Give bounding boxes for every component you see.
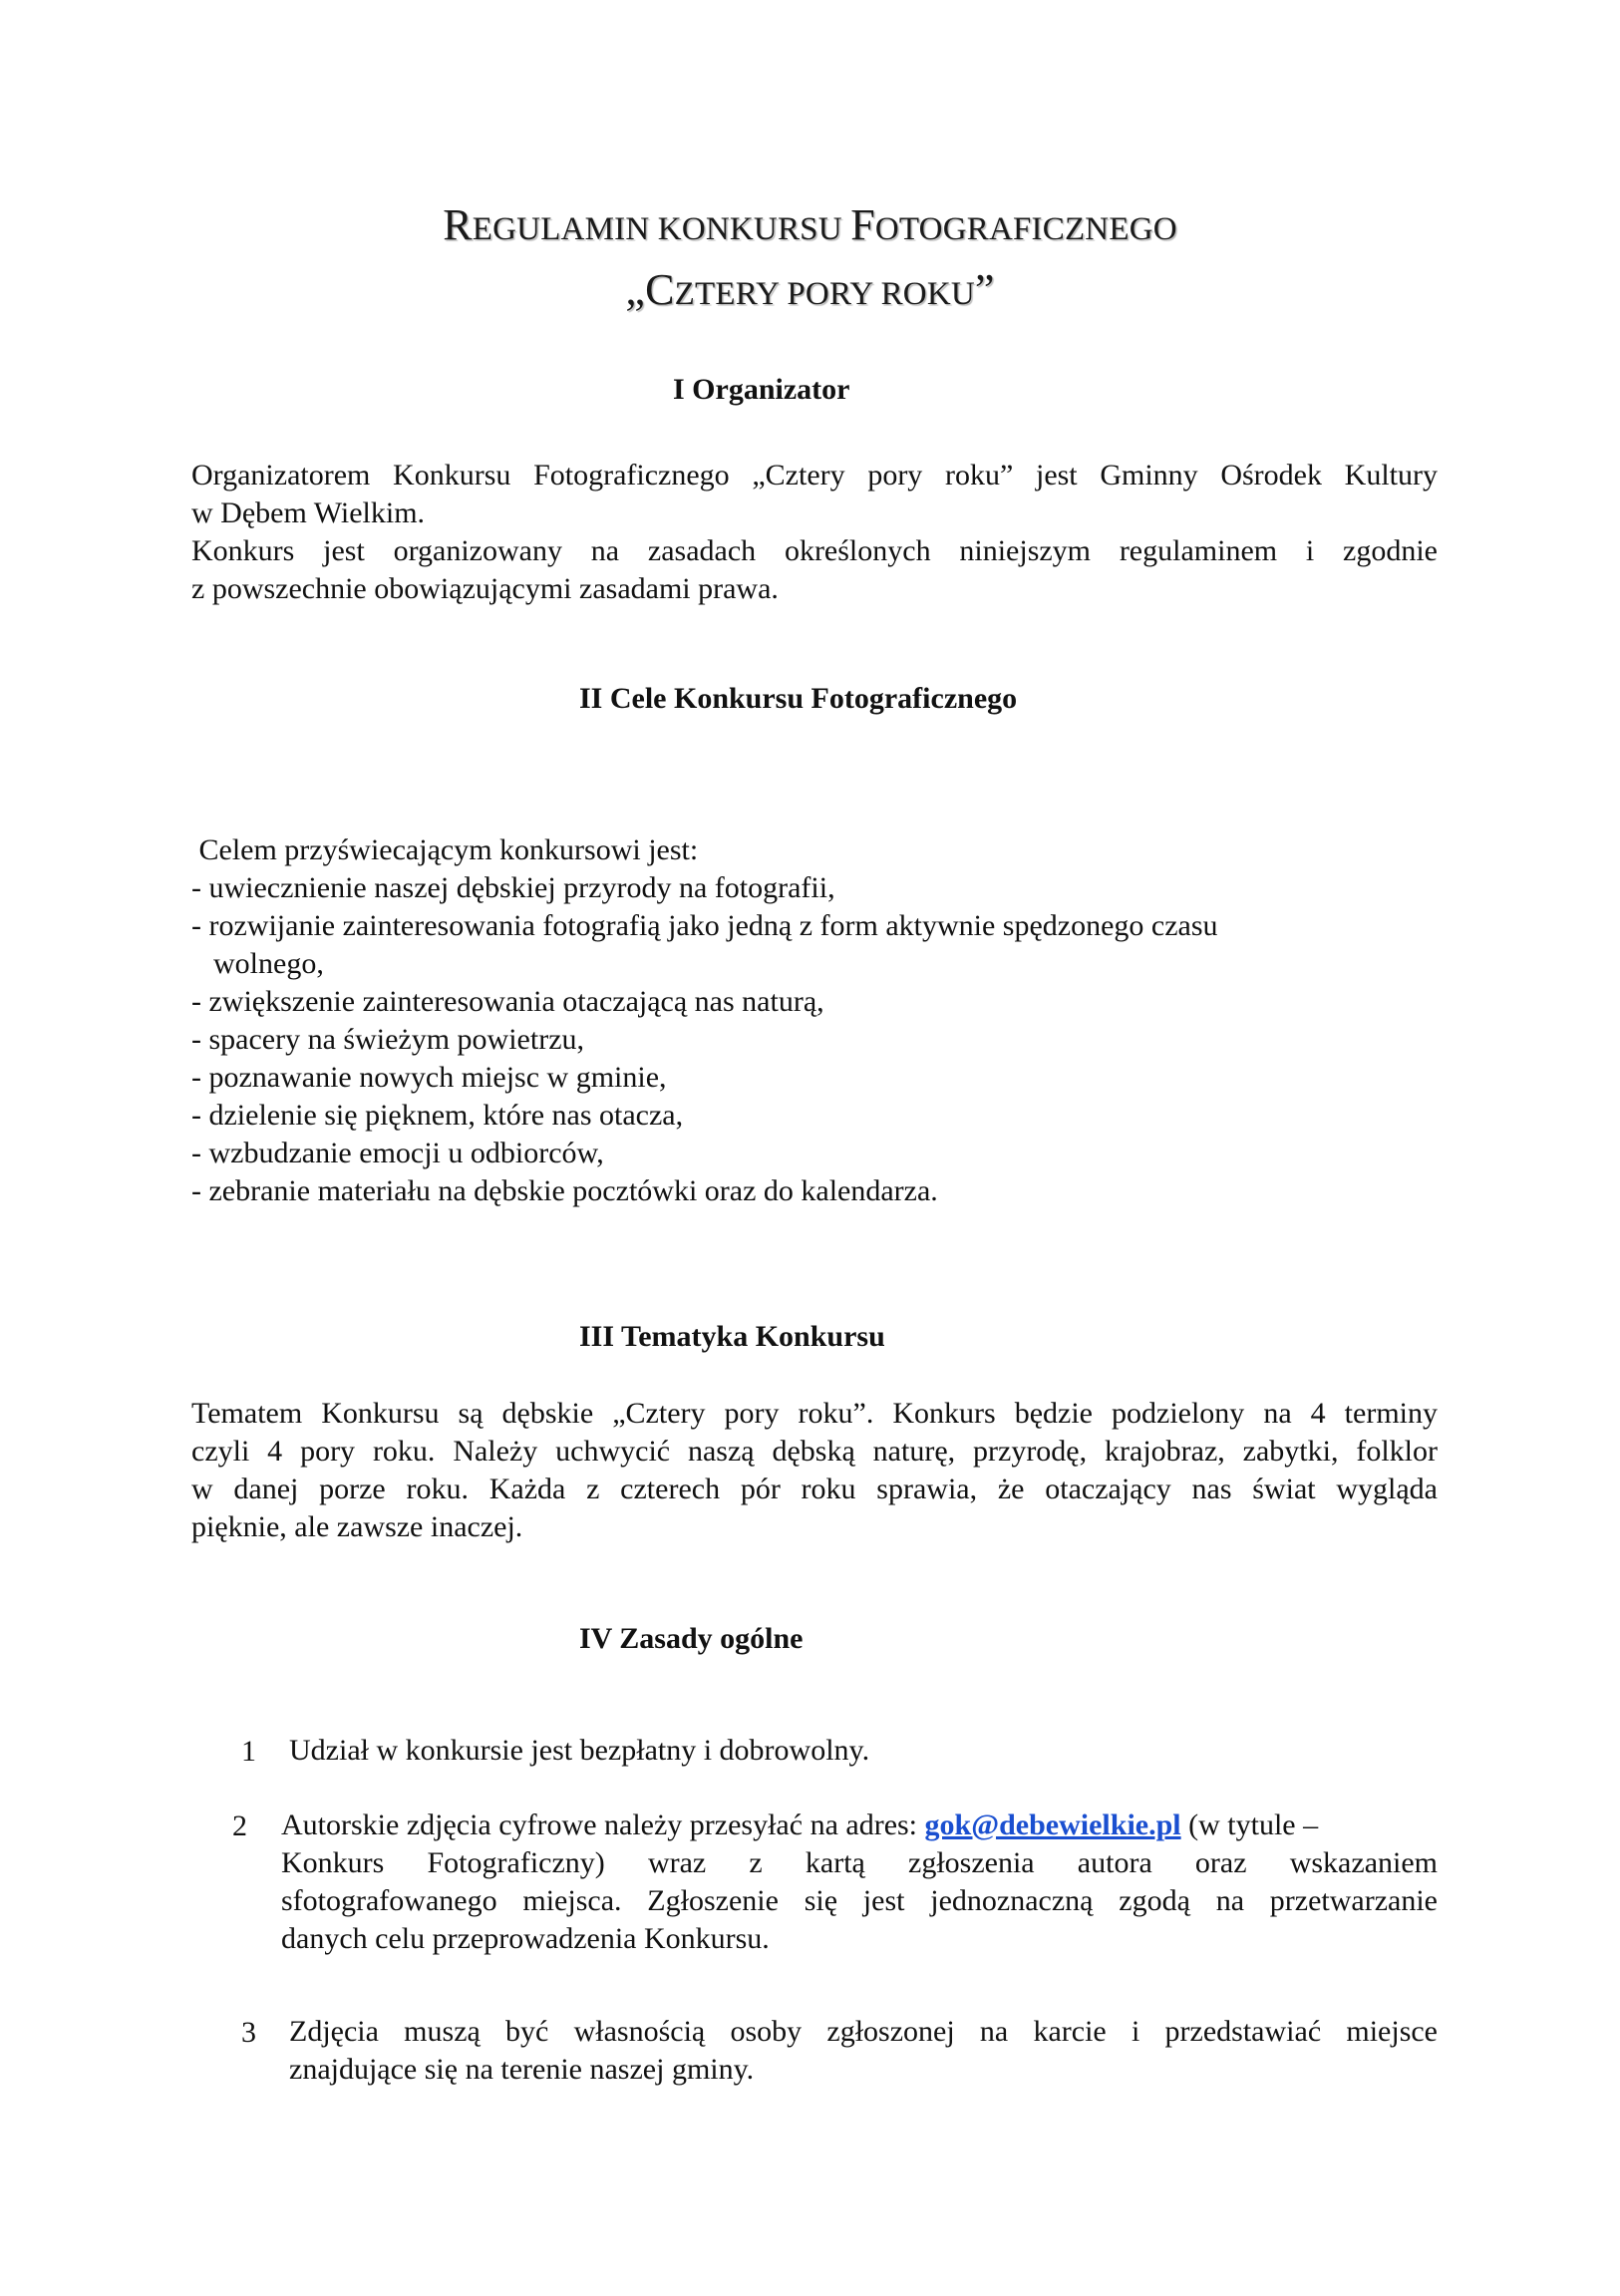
list-item: wolnego, xyxy=(213,947,324,980)
text-line: z powszechnie obowiązującymi zasadami prawa. xyxy=(191,572,779,605)
section-heading-goals: II Cele Konkursu Fotograficznego xyxy=(579,682,1018,715)
list-item: - uwiecznienie naszej dębskiej przyrody na fotografii, xyxy=(191,871,835,904)
goals-intro: Celem przyświecającym konkursowi jest: xyxy=(191,833,699,866)
section-heading-theme: III Tematyka Konkursu xyxy=(579,1320,885,1353)
text-line: znajdujące się na terenie naszej gminy. xyxy=(289,2053,755,2086)
text-line: Konkurs jest organizowany na zasadach określonych niniejszym regulaminem i zgodnie xyxy=(191,534,1438,567)
text-line: pięknie, ale zawsze inaczej. xyxy=(191,1510,523,1543)
text-line: czyli 4 pory roku. Należy uchwycić naszą dębską naturę, przyrodę, krajobraz, zabytki, folklor xyxy=(191,1435,1438,1468)
rule-number: 1 xyxy=(241,1735,256,1768)
text-line: sfotografowanego miejsca. Zgłoszenie się jest jednoznaczną zgodą na przetwarzanie xyxy=(281,1884,1438,1917)
text-line: Konkurs Fotograficzny) wraz z kartą zgłoszenia autora oraz wskazaniem xyxy=(281,1846,1438,1879)
rule-number: 3 xyxy=(241,2016,256,2049)
text-line: Zdjęcia muszą być własnością osoby zgłoszonej na karcie i przedstawiać miejsce xyxy=(289,2015,1438,2048)
rule-number: 2 xyxy=(232,1809,247,1842)
section-theme-text xyxy=(191,1395,1438,1546)
text-line: danych celu przeprowadzenia Konkursu. xyxy=(281,1922,770,1955)
list-item: - zwiększenie zainteresowania otaczającą nas naturą, xyxy=(191,985,824,1018)
rule-item-1 xyxy=(289,1732,1446,1770)
text-line: w danej porze roku. Każda z czterech pór roku sprawia, że otaczający nas świat wygląda xyxy=(191,1473,1438,1505)
text-line: w Dębem Wielkim. xyxy=(191,496,426,529)
list-item: - wzbudzanie emocji u odbiorców, xyxy=(191,1137,604,1169)
list-item: - poznawanie nowych miejsc w gminie, xyxy=(191,1061,667,1094)
text-segment: (w tytule – xyxy=(1180,1808,1319,1841)
list-item: - rozwijanie zainteresowania fotografią jako jedną z form aktywnie spędzonego czasu xyxy=(191,909,1218,942)
section-organizer-text xyxy=(191,457,1438,608)
goals-list xyxy=(191,831,1438,1210)
list-item: - spacery na świeżym powietrzu, xyxy=(191,1023,585,1056)
text-segment: Autorskie zdjęcia cyfrowe należy przesyłać na adres: xyxy=(281,1808,925,1841)
list-item: - zebranie materiału na dębskie pocztówki oraz do kalendarza. xyxy=(191,1174,938,1207)
list-item: - dzielenie się pięknem, które nas otacza, xyxy=(191,1099,684,1132)
rule-item-2 xyxy=(281,1806,1438,1958)
document-title-line-2: „CZTERY PORY ROKU” xyxy=(625,265,995,314)
section-heading-rules: IV Zasady ogólne xyxy=(579,1622,804,1655)
email-link[interactable]: gok@debewielkie.pl xyxy=(924,1808,1181,1841)
text-line xyxy=(281,1806,1438,1844)
text-line: Udział w konkursie jest bezpłatny i dobrowolny. xyxy=(289,1734,870,1767)
text-line: Tematem Konkursu są dębskie „Cztery pory roku”. Konkurs będzie podzielony na 4 terminy xyxy=(191,1397,1438,1430)
section-heading-organizer: I Organizator xyxy=(673,373,850,406)
text-line: Organizatorem Konkursu Fotograficznego „Cztery pory roku” jest Gminny Ośrodek Kultury xyxy=(191,459,1438,492)
rule-item-3 xyxy=(289,2013,1438,2089)
document-title-line-1: REGULAMIN KONKURSU FOTOGRAFICZNEGO xyxy=(443,200,1177,249)
